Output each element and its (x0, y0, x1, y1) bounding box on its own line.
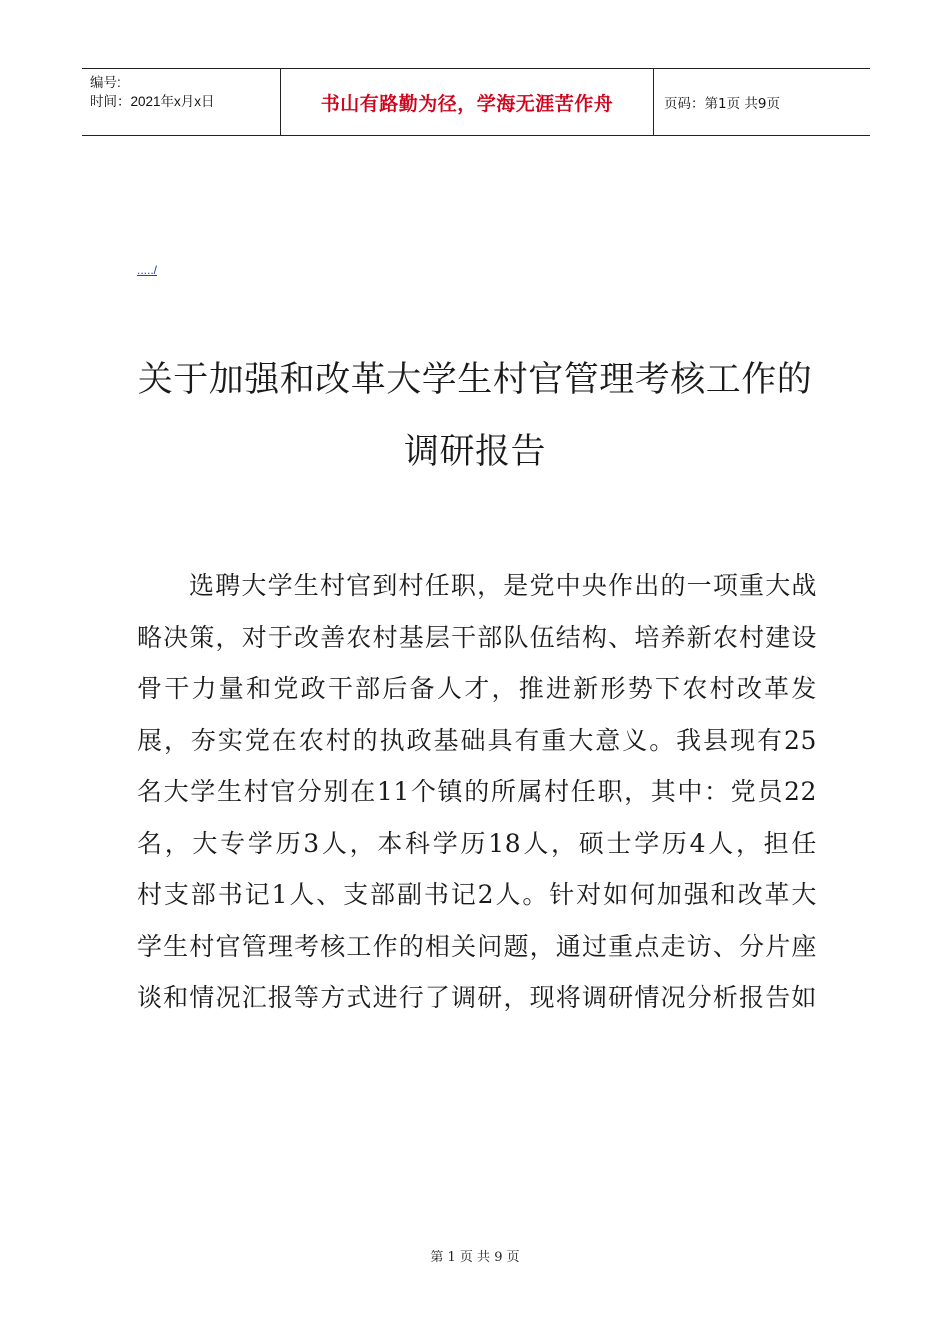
body-line: 展，夯实党在农村的执政基础具有重大意义。我县现有25 (137, 725, 817, 755)
body-line: 学生村官管理考核工作的相关问题，通过重点走访、分片座 (137, 931, 817, 961)
body-line: 名大学生村官分别在11个镇的所属村任职，其中：党员22 (137, 777, 817, 806)
time-label: 时间：2021年x月x日 (90, 94, 215, 109)
document-header (82, 68, 870, 136)
header-motto: 书山有路勤为径，学海无涯苦作舟 (280, 69, 654, 135)
body-paragraph (137, 560, 817, 1024)
body-line: 谈和情况汇报等方式进行了调研，现将调研情况分析报告如 (137, 983, 817, 1012)
header-page-info: 页码：第1页 共9页 (664, 96, 780, 112)
header-meta (82, 69, 280, 135)
body-line: 名，大专学历3人，本科学历18人，硕士学历4人，担任 (137, 828, 817, 858)
body-line: 选聘大学生村官到村任职，是党中央作出的一项重大战 (189, 571, 817, 600)
dots-link[interactable]: ...../ (137, 263, 158, 277)
document-title-line-1: 关于加强和改革大学生村官管理考核工作的 (137, 360, 813, 400)
body-line: 骨干力量和党政干部后备人才，推进新形势下农村改革发 (137, 674, 817, 703)
page-footer: 第 1 页 共 9 页 (430, 1250, 520, 1265)
body-line: 略决策，对于改善农村基层干部队伍结构、培养新农村建设 (137, 622, 817, 652)
number-label: 编号: (90, 75, 121, 90)
document-title-line-2: 调研报告 (403, 432, 546, 472)
body-line: 村支部书记1人、支部副书记2人。针对如何加强和改革大 (137, 880, 817, 909)
